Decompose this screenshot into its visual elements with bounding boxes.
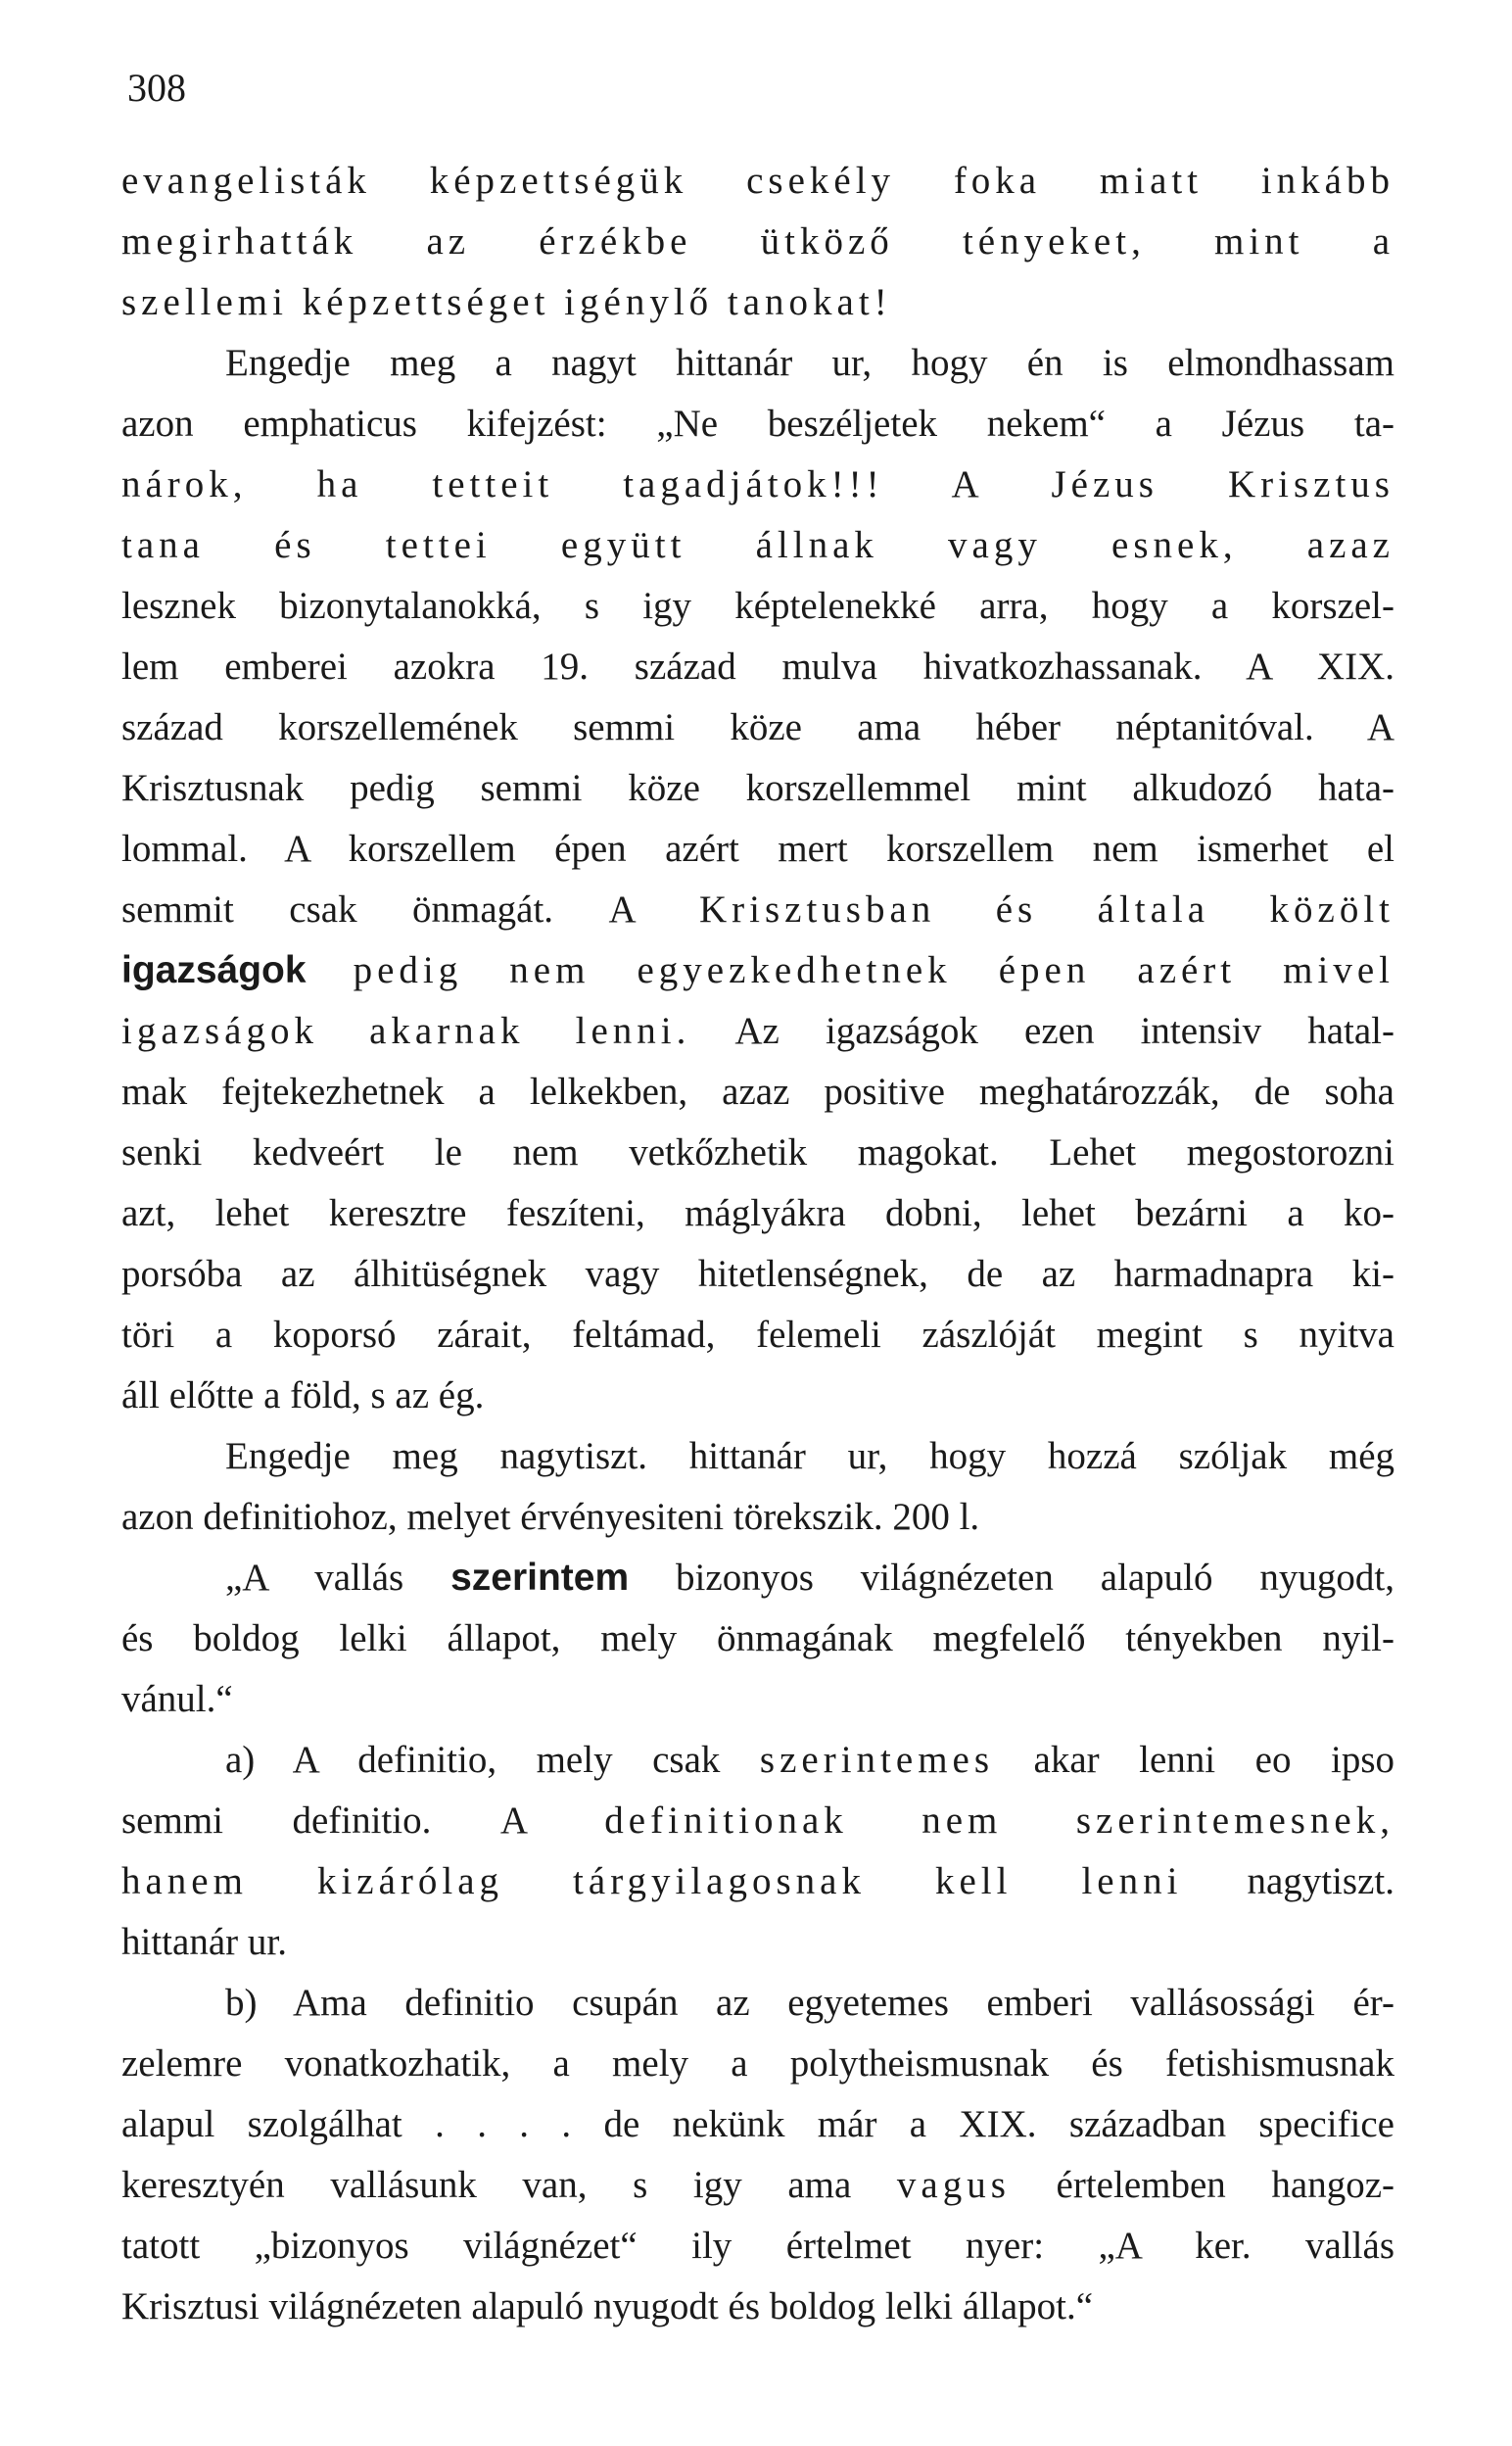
spaced-text-segment: szerintemes (759, 1739, 995, 1781)
text-line (121, 2094, 1394, 2155)
text-line (121, 455, 1394, 515)
text-segment: Krisztusnak pedig semmi köze korszellemmel mint alkudozó hata- (121, 767, 1394, 809)
text-segment: hittanár ur. (121, 1921, 287, 1963)
spaced-text-segment: A definitionak nem szerintemesnek, (499, 1799, 1394, 1842)
text-line (121, 1851, 1394, 1912)
text-segment: b) Ama definitio csupán az egyetemes emberi vallásossági ér- (225, 1982, 1394, 2024)
text-segment: azt, lehet keresztre feszíteni, máglyákra dobni, lehet bezárni a ko- (121, 1192, 1394, 1234)
text-segment: „A vallás (225, 1557, 451, 1599)
text-line (121, 697, 1394, 758)
bold-text-segment: igazságok (121, 949, 307, 991)
text-segment: semmit csak önmagát. (121, 888, 609, 931)
text-line (121, 637, 1394, 697)
text-line (121, 333, 1394, 394)
page-number: 308 (127, 66, 186, 110)
text-line (121, 1791, 1394, 1851)
text-line (121, 1730, 1394, 1791)
text-line (121, 272, 1394, 333)
spaced-text-segment: tana és tettei együtt állnak vagy esnek, azaz (121, 524, 1394, 566)
text-line (121, 1183, 1394, 1244)
spaced-text-segment: evangelisták képzettségük csekély foka miatt inkább (121, 160, 1394, 202)
text-segment: század korszellemének semmi köze ama héber néptanitóval. A (121, 706, 1394, 748)
text-segment: töri a koporsó zárait, feltámad, felemeli zászlóját megint s nyitva (121, 1314, 1394, 1356)
text-segment: senki kedveért le nem vetkőzhetik magokat. Lehet megostorozni (121, 1131, 1394, 1174)
text-line (121, 1305, 1394, 1366)
text-line (121, 1062, 1394, 1123)
text-line (121, 2216, 1394, 2277)
text-segment: azon definitiohoz, melyet érvényesiteni törekszik. 200 l. (121, 1496, 980, 1538)
text-segment: áll előtte a föld, s az ég. (121, 1374, 485, 1416)
text-segment: semmi definitio. (121, 1799, 500, 1842)
text-segment: zelemre vonatkozhatik, a mely a polytheismusnak és fetishismusnak (121, 2042, 1394, 2085)
text-line (121, 940, 1394, 1001)
text-segment: keresztyén vallásunk van, s igy ama (121, 2164, 897, 2206)
text-line (121, 2277, 1394, 2337)
text-line (121, 1123, 1394, 1183)
spaced-text-segment: megirhatták az érzékbe ütköző tényeket, mint a (121, 220, 1394, 263)
text-line (121, 1548, 1394, 1608)
text-line (121, 212, 1394, 272)
text-segment: mak fejtekezhetnek a lelkekben, azaz positive meghatározzák, de soha (121, 1071, 1394, 1113)
text-segment: alapul szolgálhat . . . . de nekünk már a XIX. században specifice (121, 2103, 1394, 2145)
spaced-text-segment: nárok, ha tetteit tagadjátok!!! A Jézus Krisztus (121, 463, 1394, 505)
text-line (121, 2034, 1394, 2094)
text-segment: lem emberei azokra 19. század mulva hivatkozhassanak. A XIX. (121, 646, 1394, 688)
text-segment: porsóba az álhitüségnek vagy hitetlenségnek, de az harmadnapra ki- (121, 1253, 1394, 1295)
text-line (121, 394, 1394, 455)
spaced-text-segment: szellemi képzettséget igénylő tanokat! (121, 281, 892, 323)
text-line (121, 515, 1394, 576)
text-line (121, 1912, 1394, 1973)
text-segment: bizonyos világnézeten alapuló nyugodt, (629, 1557, 1394, 1599)
text-segment: lesznek bizonytalanokká, s igy képtelenekké arra, hogy a korszel- (121, 585, 1394, 627)
spaced-text-segment: vagus (896, 2164, 1011, 2206)
text-line (121, 576, 1394, 637)
text-line (121, 758, 1394, 819)
spaced-text-segment: hanem kizárólag tárgyilagosnak kell lenni (121, 1860, 1183, 1902)
text-line (121, 1426, 1394, 1487)
text-segment: a) A definitio, mely csak (225, 1739, 760, 1781)
text-segment: azon emphaticus kifejzést: „Ne beszéljetek nekem“ a Jézus ta- (121, 403, 1394, 445)
text-segment: értelemben hangoz- (1010, 2164, 1394, 2206)
text-line (121, 1366, 1394, 1426)
body-text (121, 151, 1394, 2337)
text-line (121, 1973, 1394, 2034)
text-line (121, 151, 1394, 212)
text-segment: lommal. A korszellem épen azért mert korszellem nem ismerhet el (121, 828, 1394, 870)
spaced-text-segment: igazságok akarnak lenni. (121, 1010, 691, 1052)
text-line (121, 880, 1394, 940)
text-segment: Engedje meg a nagyt hittanár ur, hogy én is elmondhassam (225, 342, 1394, 384)
text-line (121, 1669, 1394, 1730)
text-segment: vánul.“ (121, 1678, 233, 1720)
text-line (121, 1608, 1394, 1669)
text-segment: Krisztusi világnézeten alapuló nyugodt és boldog lelki állapot.“ (121, 2285, 1094, 2327)
text-line (121, 2155, 1394, 2216)
spaced-text-segment: pedig nem egyezkedhetnek épen azért mivel (306, 949, 1394, 991)
text-line (121, 819, 1394, 880)
text-line (121, 1244, 1394, 1305)
text-segment: és boldog lelki állapot, mely önmagának megfelelő tényekben nyil- (121, 1617, 1394, 1659)
bold-text-segment: szerintem (450, 1557, 630, 1599)
text-segment: akar lenni eo ipso (994, 1739, 1394, 1781)
spaced-text-segment: A Krisztusban és általa közölt (608, 888, 1394, 931)
text-segment: Az igazságok ezen intensiv hatal- (690, 1010, 1394, 1052)
text-segment: Engedje meg nagytiszt. hittanár ur, hogy hozzá szóljak még (225, 1435, 1394, 1477)
text-line (121, 1001, 1394, 1062)
text-line (121, 1487, 1394, 1548)
text-segment: nagytiszt. (1182, 1860, 1394, 1902)
text-segment: tatott „bizonyos világnézet“ ily értelmet nyer: „A ker. vallás (121, 2225, 1394, 2267)
